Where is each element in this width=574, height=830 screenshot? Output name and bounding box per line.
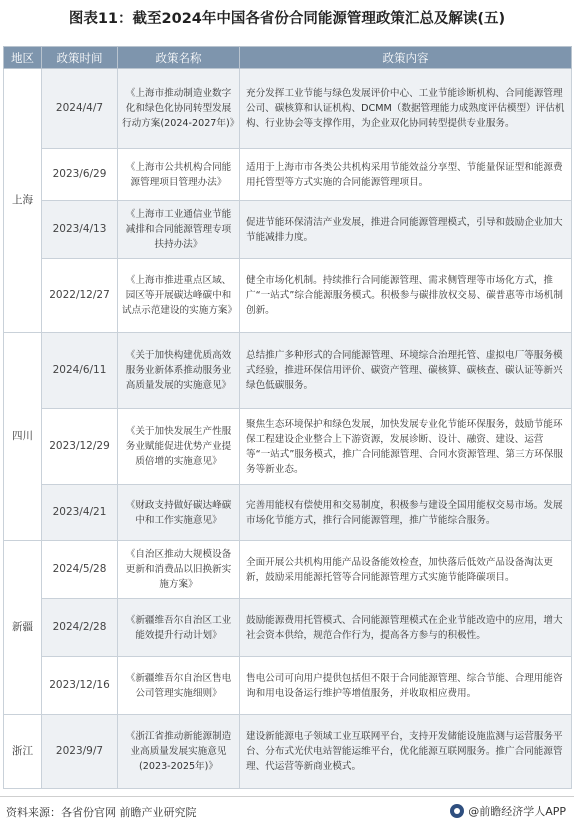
footer	[0, 796, 574, 826]
table-row	[4, 409, 572, 485]
policy-content: 建设新能源电子领域工业互联网平台，支持开发储能设施监测与运营服务平台、分布式光伏电站智能运维平台，优化能源互联网服务。推广合同能源管理、代运营等新商业模式。	[240, 715, 572, 789]
source-note: 资料来源：各省份官网 前瞻产业研究院	[6, 806, 197, 819]
policy-content: 售电公司可向用户提供包括但不限于合同能源管理、综合节能、合理用能咨询和用电设备运行维护等增值服务，并收取相应费用。	[240, 657, 572, 715]
table-row	[4, 599, 572, 657]
table-row	[4, 259, 572, 333]
policy-date: 2024/6/11	[42, 333, 118, 409]
table-row	[4, 715, 572, 789]
policy-content: 充分发挥工业节能与绿色发展评价中心、工业节能诊断机构、合同能源管理公司、碳核算和认证机构、DCMM（数据管理能力成熟度评估模型）评估机构、行业协会等支撑作用，为企业双化协同转型提供专业服务。	[240, 69, 572, 149]
policy-name: 《上海市工业通信业节能减排和合同能源管理专项扶持办法》	[118, 201, 240, 259]
policy-content: 适用于上海市市各类公共机构采用节能效益分享型、节能量保证型和能源费用托管型等方式实施的合同能源管理项目。	[240, 149, 572, 201]
policy-name: 《关于加快发展生产性服务业赋能促进优势产业提质倍增的实施意见》	[118, 409, 240, 485]
policy-name: 《浙江省推动新能源制造业高质量发展实施意见(2023-2025年)》	[118, 715, 240, 789]
region-cell: 四川	[4, 333, 42, 541]
brand-logo-icon	[450, 804, 464, 818]
table-row	[4, 485, 572, 541]
region-cell: 浙江	[4, 715, 42, 789]
policy-date: 2022/12/27	[42, 259, 118, 333]
table-row	[4, 657, 572, 715]
policy-date: 2023/4/21	[42, 485, 118, 541]
chart-title: 图表11：截至2024年中国各省份合同能源管理政策汇总及解读(五)	[68, 11, 506, 27]
table-row	[4, 69, 572, 149]
policy-date: 2023/12/16	[42, 657, 118, 715]
policy-name: 《上海市推进重点区域、园区等开展碳达峰碳中和试点示范建设的实施方案》	[118, 259, 240, 333]
policy-date: 2023/6/29	[42, 149, 118, 201]
policy-name: 《上海市公共机构合同能源管理项目管理办法》	[118, 149, 240, 201]
policy-content: 促进节能环保清洁产业发展，推进合同能源管理模式，引导和鼓励企业加大节能减排力度。	[240, 201, 572, 259]
policy-name: 《上海市推动制造业数字化和绿色化协同转型发展行动方案(2024-2027年)》	[118, 69, 240, 149]
policy-content: 健全市场化机制。持续推行合同能源管理、需求侧管理等市场化方式，推广“一站式”综合能源服务模式。积极参与碳排放权交易、碳普惠等市场机制创新。	[240, 259, 572, 333]
policy-date: 2023/12/29	[42, 409, 118, 485]
policy-date: 2024/5/28	[42, 541, 118, 599]
policy-name: 《财政支持做好碳达峰碳中和工作实施意见》	[118, 485, 240, 541]
region-cell: 上海	[4, 69, 42, 333]
policy-table	[3, 46, 572, 789]
policy-name: 《新疆维吾尔自治区售电公司管理实施细则》	[118, 657, 240, 715]
brand-text: @前瞻经济学人APP	[468, 805, 566, 818]
region-cell: 新疆	[4, 541, 42, 715]
policy-name: 《新疆维吾尔自治区工业能效提升行动计划》	[118, 599, 240, 657]
policy-content: 完善用能权有偿使用和交易制度，积极参与建设全国用能权交易市场。发展市场化节能方式，推行合同能源管理，推广节能综合服务。	[240, 485, 572, 541]
policy-content: 鼓励能源费用托管模式、合同能源管理模式在企业节能改造中的应用，增大社会资本供给，规范合作行为，提高各方参与的积极性。	[240, 599, 572, 657]
policy-content: 总结推广多种形式的合同能源管理、环境综合治理托管、虚拟电厂等服务模式经验，推进环保信用评价、碳资产管理、碳核算、碳核查、碳认证等新兴绿色低碳服务。	[240, 333, 572, 409]
policy-date: 2024/2/28	[42, 599, 118, 657]
header-region: 地区	[4, 47, 42, 69]
table-row	[4, 333, 572, 409]
header-date: 政策时间	[42, 47, 118, 69]
policy-date: 2024/4/7	[42, 69, 118, 149]
table-row	[4, 541, 572, 599]
brand-credit	[450, 803, 566, 819]
policy-date: 2023/4/13	[42, 201, 118, 259]
header-policy-name: 政策名称	[118, 47, 240, 69]
table-row	[4, 201, 572, 259]
table-row	[4, 149, 572, 201]
policy-date: 2023/9/7	[42, 715, 118, 789]
policy-name: 《关于加快构建优质高效服务业新体系推动服务业高质量发展的实施意见》	[118, 333, 240, 409]
policy-content: 聚焦生态环境保护和绿色发展，加快发展专业化节能环保服务，鼓励节能环保工程建设企业整合上下游资源，发展诊断、设计、融资、建设、运营等“一站式”服务模式，推广合同能源管理、合同水资源管理、第三方环保服务等新业态。	[240, 409, 572, 485]
policy-name: 《自治区推动大规模设备更新和消费品以旧换新实施方案》	[118, 541, 240, 599]
table-header-row	[4, 47, 572, 69]
header-policy-content: 政策内容	[240, 47, 572, 69]
policy-content: 全面开展公共机构用能产品设备能效检查，加快落后低效产品设备淘汰更新，鼓励采用能源托管等合同能源管理方式实施节能降碳项目。	[240, 541, 572, 599]
